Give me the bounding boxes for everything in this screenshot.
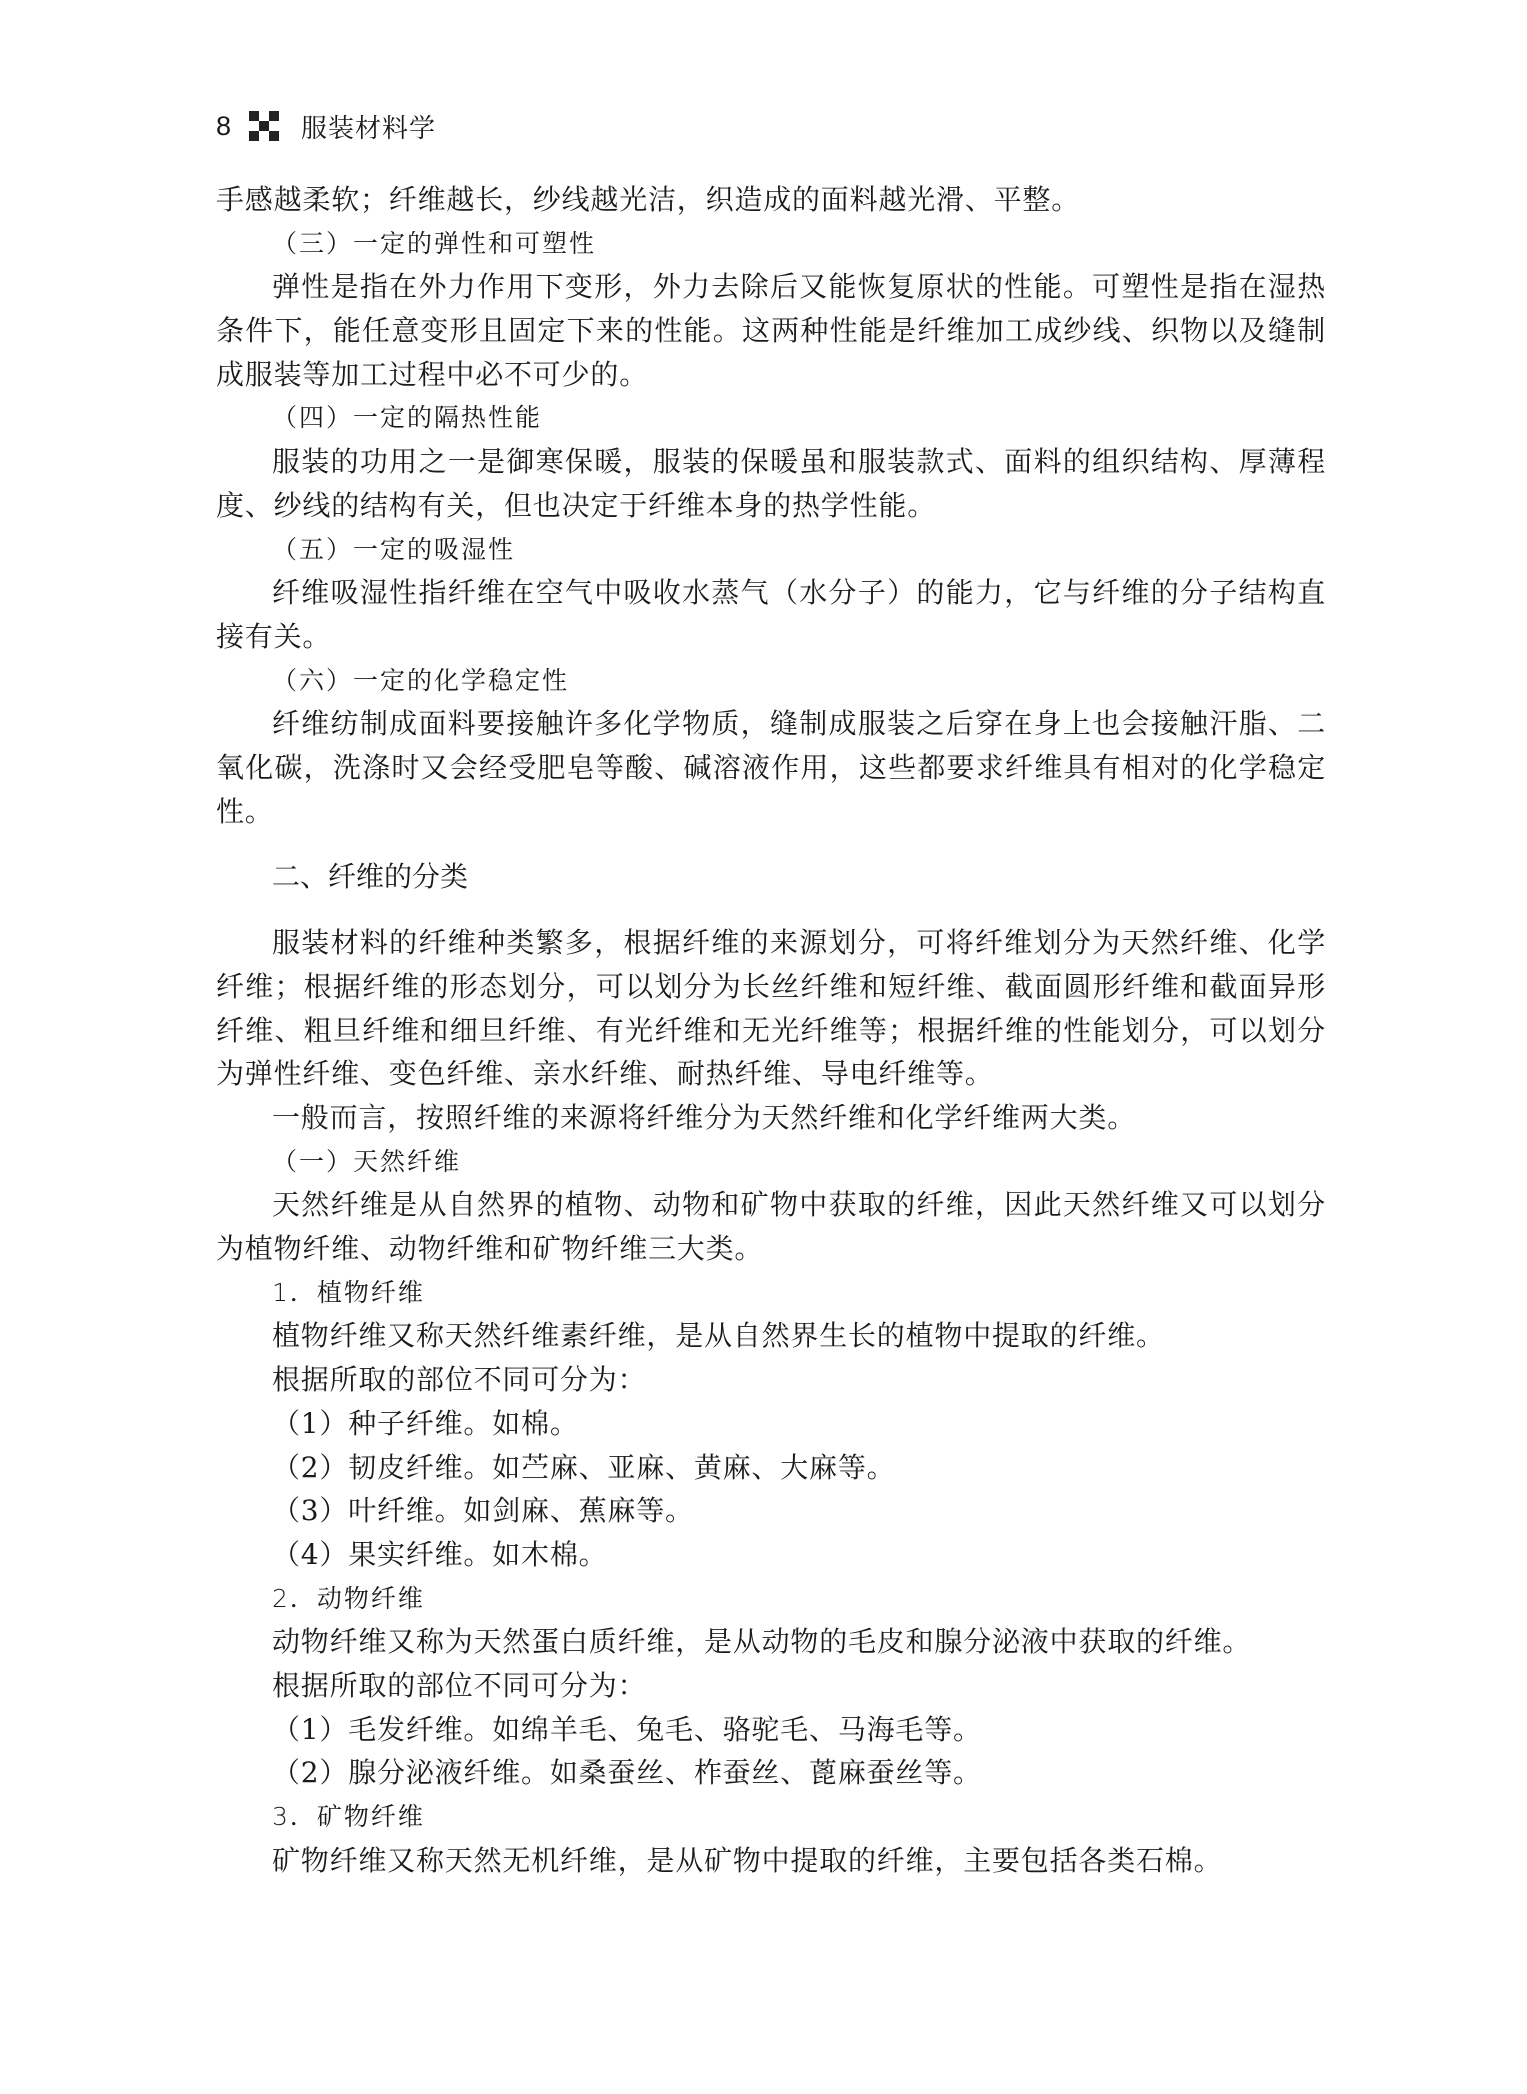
paragraph-elasticity: 弹性是指在外力作用下变形，外力去除后又能恢复原状的性能。可塑性是指在湿热条件下，能任意变形且固定下来的性能。这两种性能是纤维加工成纱线、织物以及缝制成服装等加工过程中必不可少的。 — [216, 270, 1326, 391]
page-body — [216, 178, 1326, 1882]
subsection-title-3: （三）一定的弹性和可塑性 — [272, 228, 597, 258]
paragraph-insulation: 服装的功用之一是御寒保暖，服装的保暖虽和服装款式、面料的组织结构、厚薄程度、纱线的结构有关，但也决定于纤维本身的热学性能。 — [216, 445, 1326, 522]
paragraph-moisture: 纤维吸湿性指纤维在空气中吸收水蒸气（水分子）的能力，它与纤维的分子结构直接有关。 — [216, 576, 1326, 653]
page-number: 8 — [216, 110, 232, 141]
paragraph-plant: 植物纤维又称天然纤维素纤维，是从自然界生长的植物中提取的纤维。 — [272, 1319, 1165, 1353]
subsection-title-natural: （一）天然纤维 — [272, 1146, 462, 1176]
checker-logo-icon — [249, 111, 279, 141]
subsection-title-4: （四）一定的隔热性能 — [272, 403, 543, 433]
subsection-title-6: （六）一定的化学稳定性 — [272, 665, 570, 695]
paragraph-natural: 天然纤维是从自然界的植物、动物和矿物中获取的纤维，因此天然纤维又可以划分为植物纤维、动物纤维和矿物纤维三大类。 — [216, 1188, 1326, 1266]
paragraph-chemical: 纤维纺制成面料要接触许多化学物质，缝制成服装之后穿在身上也会接触汗脂、二氧化碳，洗涤时又会经受肥皂等酸、碱溶液作用，这些都要求纤维具有相对的化学稳定性。 — [216, 707, 1326, 828]
list-item: （2）韧皮纤维。如苎麻、亚麻、黄麻、大麻等。 — [272, 1450, 896, 1484]
list-item: （3）叶纤维。如剑麻、蕉麻等。 — [272, 1494, 694, 1528]
paragraph-plant-parts: 根据所取的部位不同可分为： — [272, 1363, 647, 1397]
list-item: （1）种子纤维。如棉。 — [272, 1406, 579, 1440]
section-heading: 二、纤维的分类 — [272, 860, 469, 894]
list-item: （4）果实纤维。如木棉。 — [272, 1537, 608, 1571]
paragraph-mineral: 矿物纤维又称天然无机纤维，是从矿物中提取的纤维，主要包括各类石棉。 — [272, 1843, 1223, 1877]
numbered-heading-plant: 1．植物纤维 — [272, 1277, 425, 1307]
subsection-title-5: （五）一定的吸湿性 — [272, 534, 516, 564]
book-title: 服装材料学 — [301, 113, 437, 144]
list-item: （2）腺分泌液纤维。如桑蚕丝、柞蚕丝、蓖麻蚕丝等。 — [272, 1756, 982, 1790]
paragraph-general: 一般而言，按照纤维的来源将纤维分为天然纤维和化学纤维两大类。 — [272, 1100, 1137, 1134]
list-item: （1）毛发纤维。如绵羊毛、兔毛、骆驼毛、马海毛等。 — [272, 1712, 982, 1746]
paragraph-animal: 动物纤维又称为天然蛋白质纤维，是从动物的毛皮和腺分泌液中获取的纤维。 — [272, 1625, 1252, 1659]
continued-text: 手感越柔软；纤维越长，纱线越光洁，织造成的面料越光滑、平整。 — [216, 183, 1081, 216]
paragraph-classification: 服装材料的纤维种类繁多，根据纤维的来源划分，可将纤维划分为天然纤维、化学纤维；根据纤维的形态划分，可以划分为长丝纤维和短纤维、截面圆形纤维和截面异形纤维、粗旦纤维和细旦纤维、有光纤维和无光纤维等；根据纤维的性能划分，可以划分为弹性纤维、变色纤维、亲水纤维、耐热纤维、导电纤维等。 — [216, 926, 1326, 1091]
page-header — [216, 106, 436, 146]
paragraph-animal-parts: 根据所取的部位不同可分为： — [272, 1669, 647, 1703]
numbered-heading-mineral: 3．矿物纤维 — [272, 1802, 425, 1832]
numbered-heading-animal: 2．动物纤维 — [272, 1583, 425, 1613]
